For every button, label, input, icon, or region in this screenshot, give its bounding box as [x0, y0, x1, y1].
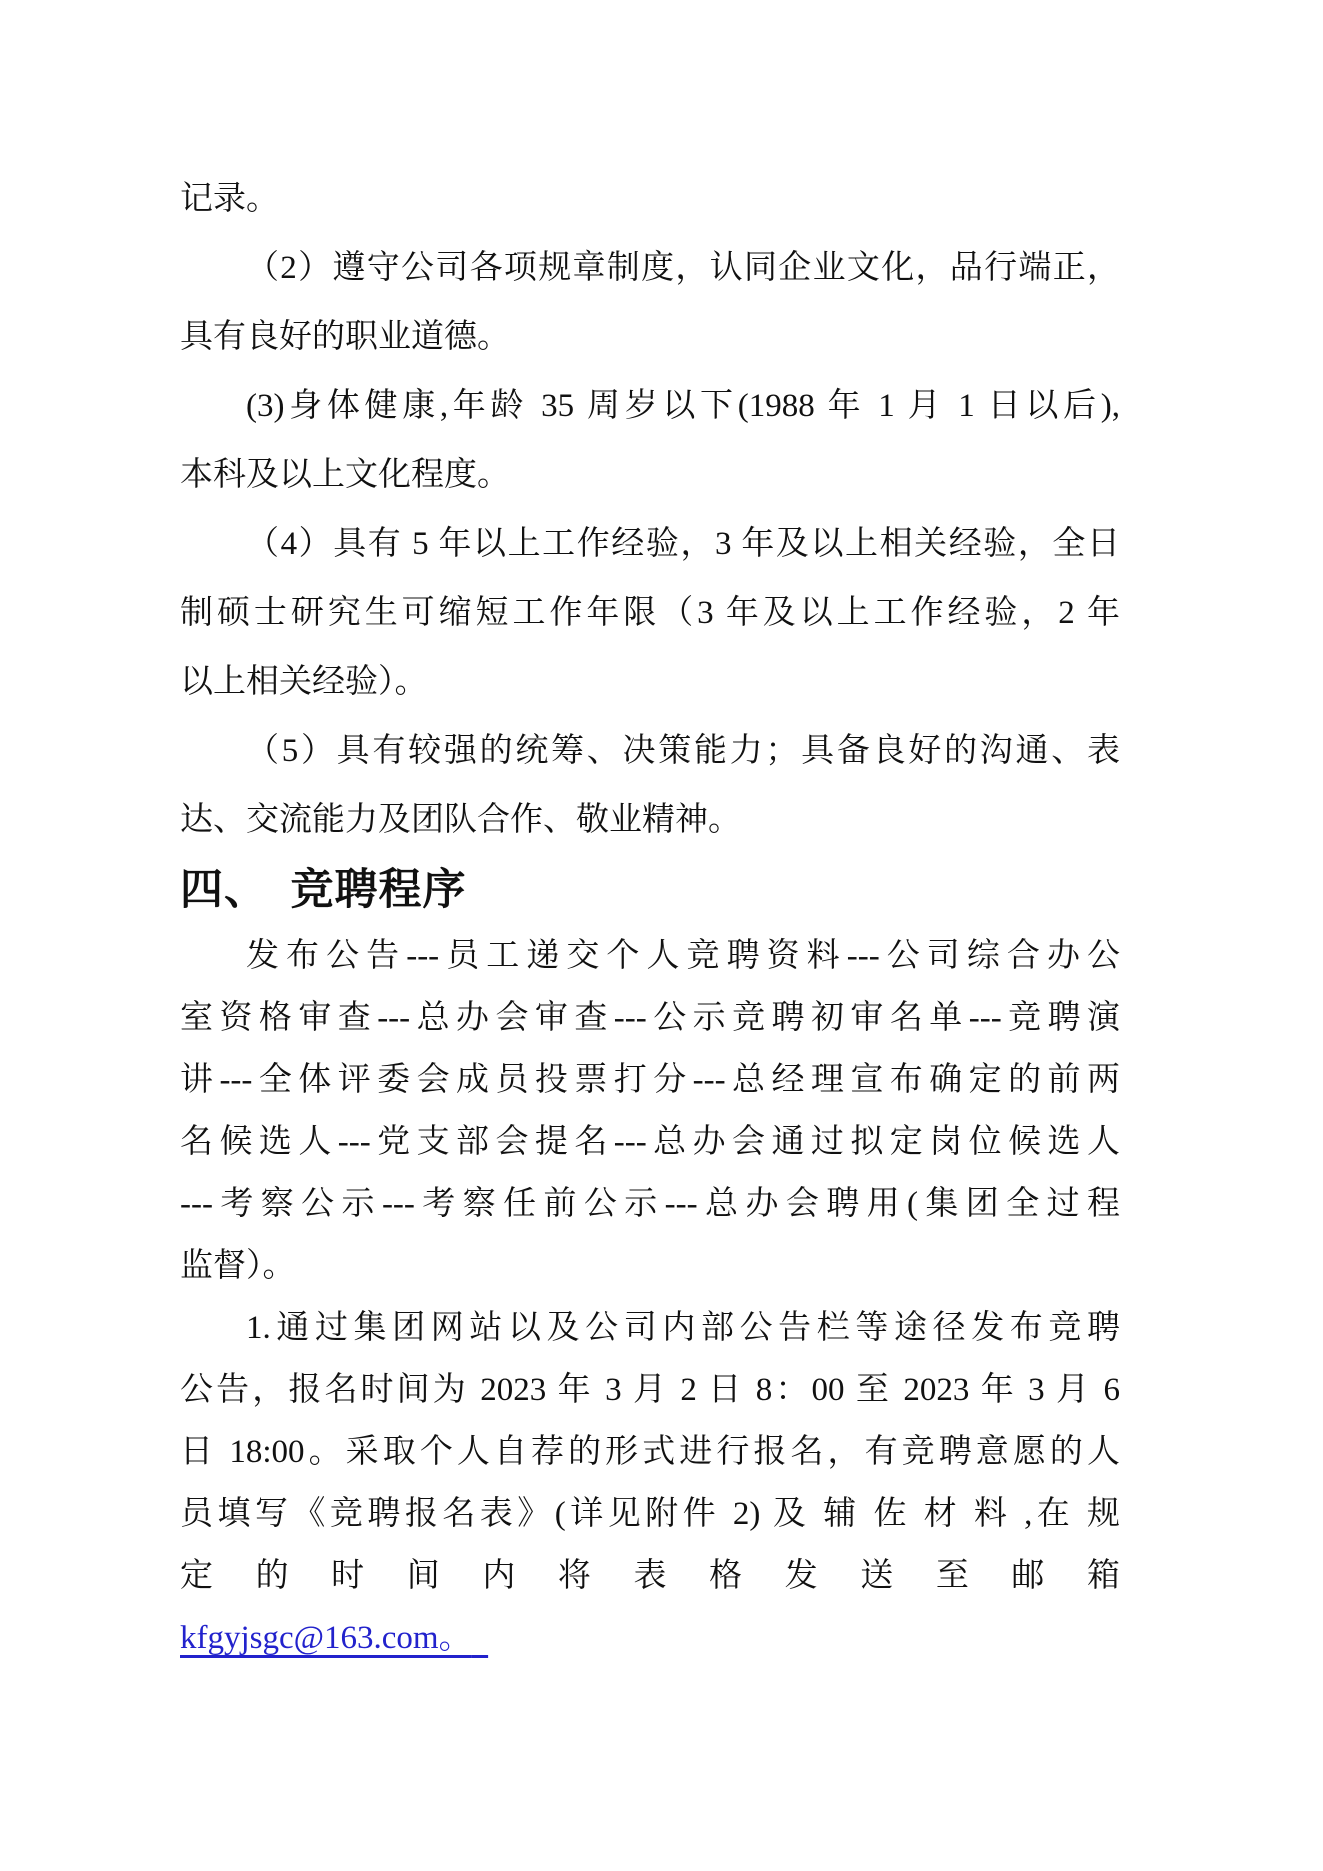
text-line: 员填写《竞聘报名表》(详见附件 2) 及 辅 佐 材 料 ,在 规: [180, 1496, 1120, 1532]
text-line: （2）遵守公司各项规章制度，认同企业文化，品行端正，: [246, 250, 1120, 286]
text-line: 名候选人---党支部会提名---总办会通过拟定岗位候选人: [180, 1124, 1120, 1160]
text-line: 室资格审查---总办会审查---公示竞聘初审名单---竞聘演: [180, 1000, 1120, 1036]
text-line: (3)身体健康,年龄 35 周岁以下(1988 年 1 月 1 日以后),: [246, 388, 1120, 424]
text-line: 以上相关经验）。: [180, 664, 428, 700]
text-line: 发布公告---员工递交个人竞聘资料---公司综合办公: [246, 938, 1120, 974]
text-line: 公告，报名时间为 2023 年 3 月 2 日 8：00 至 2023 年 3 月 6: [180, 1372, 1120, 1408]
text-line: 日 18:00。采取个人自荐的形式进行报名，有竞聘意愿的人: [180, 1434, 1120, 1470]
text-line: 监督）。: [180, 1248, 296, 1284]
text-line: 具有良好的职业道德。: [180, 319, 510, 355]
text-line: 记录。: [180, 181, 279, 217]
section-heading: 四、 竞聘程序: [180, 865, 467, 915]
text-line: 制硕士研究生可缩短工作年限（3 年及以上工作经验，2 年: [180, 595, 1120, 631]
paragraph-block-qualifications: [180, 165, 1120, 855]
document-body: [180, 165, 1120, 1669]
text-line: （4）具有 5 年以上工作经验，3 年及以上相关经验，全日: [246, 526, 1120, 562]
text-line: 定 的 时 间 内 将 表 格 发 送 至 邮 箱: [180, 1558, 1120, 1594]
text-line: 达、交流能力及团队合作、敬业精神。: [180, 802, 741, 838]
email-link[interactable]: kfgyjsgc@163.com。: [180, 1620, 472, 1656]
text-line: ---考察公示---考察任前公示---总办会聘用(集团全过程: [180, 1186, 1120, 1222]
email-line: [180, 1607, 1120, 1669]
paragraph-block-procedure: [180, 925, 1120, 1607]
text-line: 1.通过集团网站以及公司内部公告栏等途径发布竞聘: [246, 1310, 1120, 1346]
text-line: 讲---全体评委会成员投票打分---总经理宣布确定的前两: [180, 1062, 1120, 1098]
text-line: 本科及以上文化程度。: [180, 457, 510, 493]
text-line: （5）具有较强的统筹、决策能力；具备良好的沟通、表: [246, 733, 1120, 769]
